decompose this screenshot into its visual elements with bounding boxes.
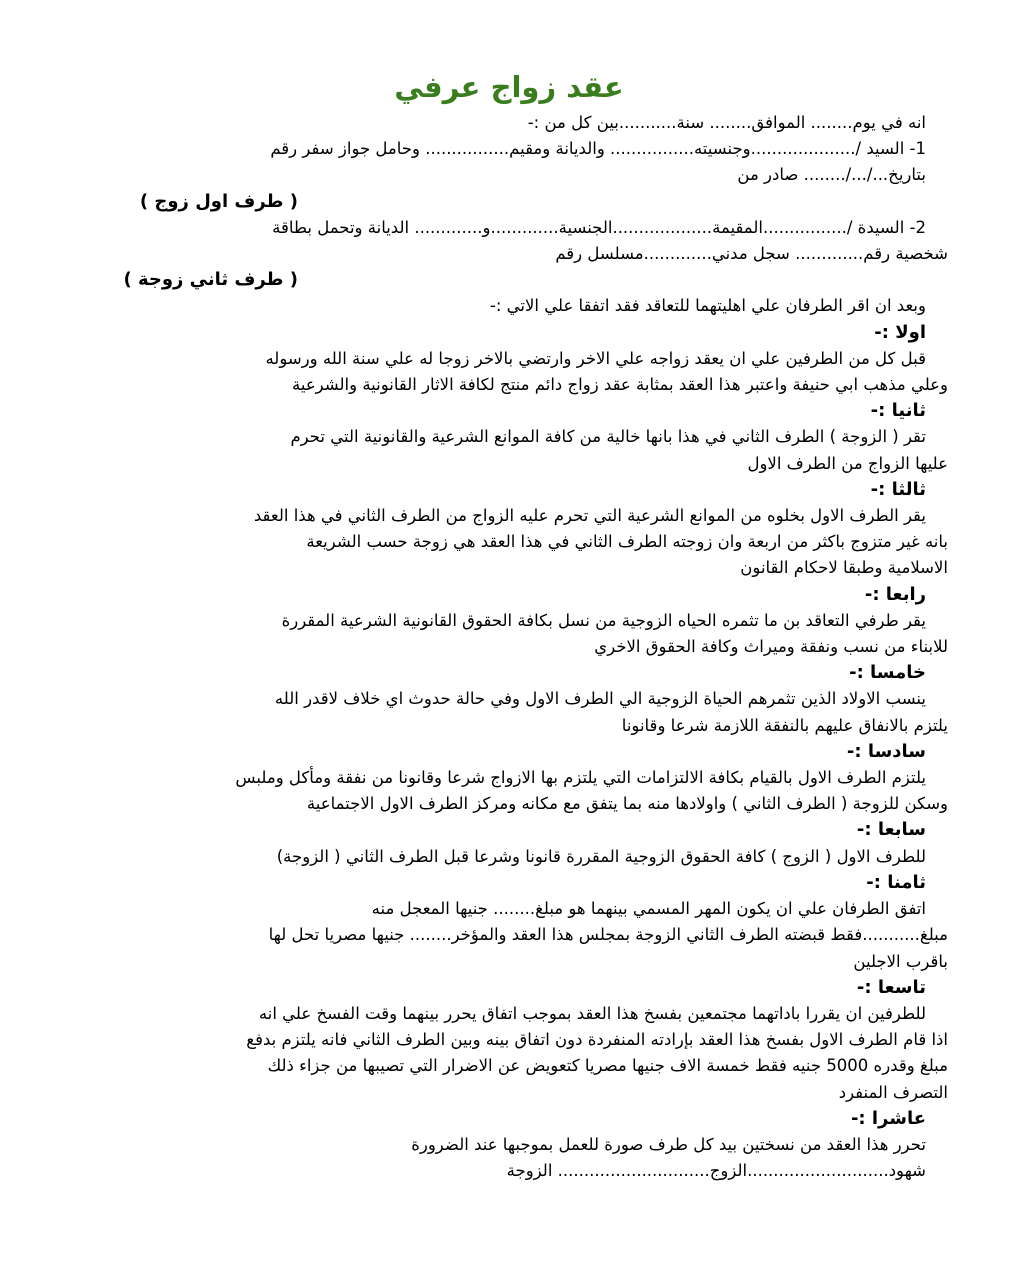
clause-text: يلتزم بالانفاق عليهم بالنفقة اللازمة شرعا وقانونا bbox=[621, 715, 948, 735]
clause-text: وسكن للزوجة ( الطرف الثاني ) واولادها منه بما يتفق مع مكانه ومركز الطرف الاول الاجتماعية bbox=[306, 794, 948, 814]
clause-text: الاسلامية وطبقا لاحكام القانون bbox=[740, 558, 948, 578]
clause-text: وعلي مذهب ابي حنيفة واعتبر هذا العقد بمثابة عقد زواج دائم منتج لكافة الاثار القانونية والشرعية bbox=[292, 375, 948, 395]
document-title: عقد زواج عرفي bbox=[394, 70, 624, 104]
party2-line1: 2- السيدة /................المقيمة...................الجنسية.............و............. الديانة وتحمل بطاقة bbox=[272, 217, 926, 237]
clause-text: مبلغ وقدره 5000 جنيه فقط خمسة الاف جنيها مصريا كتعويض عن الاضرار التي تصيبها من جزاء ذلك bbox=[267, 1056, 948, 1076]
contract-body bbox=[110, 110, 948, 1184]
clause-heading: رابعا :- bbox=[864, 583, 926, 605]
clause-text: باقرب الاجلين bbox=[853, 951, 948, 971]
clause-text: للطرفين ان يقررا باداتهما مجتمعين بفسخ هذا العقد بموجب اتفاق يحرر بينهما وقت الفسخ علي انه bbox=[258, 1003, 926, 1023]
clause-heading: اولا :- bbox=[874, 321, 926, 343]
clause-text: يقر طرفي التعاقد بن ما تثمره الحياه الزوجية من نسل بكافة الحقوق القانونية الشرعية المقررة bbox=[281, 610, 926, 630]
clause-text: للابناء من نسب ونفقة وميراث وكافة الحقوق الاخري bbox=[594, 637, 948, 657]
party1-line2: بتاريخ.../.../........ صادر من bbox=[737, 165, 926, 185]
clause-heading: سادسا :- bbox=[846, 740, 926, 762]
clause-text: بانه غير متزوج باكثر من اربعة وان زوجته الطرف الثاني في هذا العقد هي زوجة حسب الشريعة bbox=[306, 532, 948, 552]
signature-line: شهود...........................الزوج............................. الزوجة bbox=[506, 1161, 926, 1181]
clause-text: التصرف المنفرد bbox=[838, 1082, 948, 1102]
clause-heading: سابعا :- bbox=[856, 819, 926, 841]
party2-line2: شخصية رقم............. سجل مدني.............مسلسل رقم bbox=[555, 244, 948, 264]
intro-line: انه في يوم........ الموافق........ سنة...........بين كل من :- bbox=[527, 113, 926, 132]
clause-text: تقر ( الزوجة ) الطرف الثاني في هذا بانها خالية من كافة الموانع الشرعية والقانونية التي تحرم bbox=[290, 427, 926, 447]
clause-heading: عاشرا :- bbox=[850, 1107, 926, 1129]
clause-text: قبل كل من الطرفين علي ان يعقد زواجه علي الاخر وارتضي بالاخر زوجا له علي سنة الله ورسوله bbox=[265, 348, 926, 368]
clause-text: يلتزم الطرف الاول بالقيام بكافة الالتزامات التي يلتزم بها الازواج شرعا وقانونا من نفقة ومأكل وملبس bbox=[235, 768, 926, 788]
clause-text: يقر الطرف الاول بخلوه من الموانع الشرعية التي تحرم عليه الزواج من الطرف الثاني في هذا العقد bbox=[253, 506, 926, 526]
clause-heading: تاسعا :- bbox=[856, 976, 926, 998]
party1-label: ( طرف اول زوج ) bbox=[139, 190, 298, 212]
clause-text: تحرر هذا العقد من نسختين بيد كل طرف صورة للعمل بموجبها عند الضرورة bbox=[411, 1134, 926, 1154]
party1-line1: 1- السيد /....................وجنسيته................ والديانة ومقيم................ وحامل جواز سفر رقم bbox=[270, 139, 926, 159]
clause-text: عليها الزواج من الطرف الاول bbox=[747, 453, 948, 473]
clause-heading: ثامنا :- bbox=[866, 871, 926, 893]
clause-heading: ثانيا :- bbox=[870, 400, 926, 422]
clause-text: اذا قام الطرف الاول بفسخ هذا العقد بإرادته المنفردة دون اتفاق بينه وبين الطرف الثاني فانه يلتزم بدفع bbox=[246, 1030, 948, 1050]
clause-text: ينسب الاولاد الذين تثمرهم الحياة الزوجية الي الطرف الاول وفي حالة حدوث اي خلاف لاقدر الله bbox=[274, 689, 926, 709]
clause-text: اتفق الطرفان علي ان يكون المهر المسمي بينهما هو مبلغ........ جنيها المعجل منه bbox=[371, 899, 926, 919]
clause-heading: خامسا :- bbox=[849, 662, 926, 684]
clause-text: للطرف الاول ( الزوج ) كافة الحقوق الزوجية المقررة قانونا وشرعا قبل الطرف الثاني ( الزوجة) bbox=[276, 846, 926, 866]
clause-text: مبلغ...........فقط قبضته الطرف الثاني الزوجة بمجلس هذا العقد والمؤخر........ جنيها مصريا تحل لها bbox=[268, 925, 948, 945]
clause-heading: ثالثا :- bbox=[870, 478, 926, 500]
agreement-line: وبعد ان اقر الطرفان علي اهليتهما للتعاقد فقد اتفقا علي الاتي :- bbox=[489, 296, 926, 316]
party2-label: ( طرف ثاني زوجة ) bbox=[123, 269, 298, 291]
